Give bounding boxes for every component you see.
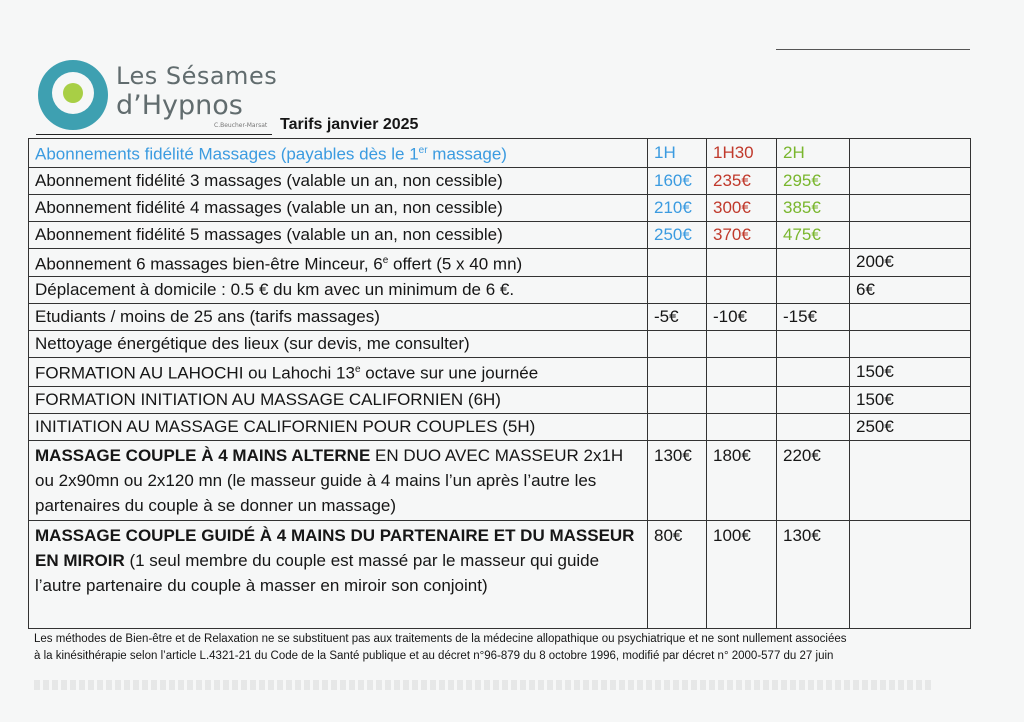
page-title: Tarifs janvier 2025: [280, 116, 419, 133]
table-header-row: [29, 139, 971, 168]
price-1h30: [707, 331, 777, 358]
price-2h: [777, 331, 850, 358]
row-label: FORMATION AU LAHOCHI ou Lahochi 13e octave sur une journée: [29, 358, 648, 387]
price-2h: 385€: [777, 194, 850, 221]
price-flat: 150€: [850, 386, 971, 413]
logo: [34, 58, 294, 138]
price-flat: 250€: [850, 413, 971, 440]
disclaimer-line1: Les méthodes de Bien-être et de Relaxation ne se substituent pas aux traitements de la médecine allopathique ou psychiatrique et ne sont nullement associées: [34, 633, 847, 645]
table-row: [29, 167, 971, 194]
bleed-through-text: [34, 680, 934, 690]
price-1h30: 300€: [707, 194, 777, 221]
price-flat: [850, 304, 971, 331]
disclaimer-line2: à la kinésithérapie selon l’article L.4321-21 du Code de la Santé publique et au décret n°96-879 du 8 octobre 1996, modifié par décret n° 2000-577 du 27 juin: [34, 650, 834, 662]
table-row: [29, 221, 971, 248]
disclaimer: [34, 631, 974, 665]
row-label: Abonnement fidélité 5 massages (valable un an, non cessible): [29, 221, 648, 248]
price-1h30: -10€: [707, 304, 777, 331]
price-1h: [648, 277, 707, 304]
signature-line: [776, 49, 970, 50]
price-1h30: [707, 386, 777, 413]
price-2h: [777, 358, 850, 387]
price-flat: [850, 331, 971, 358]
table-row: [29, 440, 971, 520]
row-label: Abonnement fidélité 4 massages (valable un an, non cessible): [29, 194, 648, 221]
price-flat: 200€: [850, 248, 971, 277]
table-row: [29, 304, 971, 331]
price-2h: [777, 413, 850, 440]
price-1h30: [707, 358, 777, 387]
row-label: MASSAGE COUPLE À 4 MAINS ALTERNE EN DUO AVEC MASSEUR 2x1H ou 2x90mn ou 2x120 mn (le masseur guide à 4 mains l’un après l’autre les partenaires du couple à se donner un massage): [29, 440, 648, 520]
price-1h: [648, 358, 707, 387]
table-row: [29, 248, 971, 277]
price-flat: [850, 167, 971, 194]
price-1h: [648, 386, 707, 413]
price-1h30: 235€: [707, 167, 777, 194]
price-1h: [648, 248, 707, 277]
price-1h: 160€: [648, 167, 707, 194]
price-2h: [777, 386, 850, 413]
table-row: [29, 386, 971, 413]
price-1h: 80€: [648, 520, 707, 628]
row-label: INITIATION AU MASSAGE CALIFORNIEN POUR COUPLES (5H): [29, 413, 648, 440]
price-flat: [850, 221, 971, 248]
title-underline: [36, 134, 272, 135]
price-1h: 210€: [648, 194, 707, 221]
price-2h: 295€: [777, 167, 850, 194]
table-row: [29, 331, 971, 358]
price-1h30: 370€: [707, 221, 777, 248]
header-extra: [850, 139, 971, 168]
row-label: FORMATION INITIATION AU MASSAGE CALIFORNIEN (6H): [29, 386, 648, 413]
price-table: [28, 138, 971, 629]
price-1h: [648, 331, 707, 358]
table-row: [29, 277, 971, 304]
price-flat: [850, 520, 971, 628]
price-2h: 475€: [777, 221, 850, 248]
price-flat: 150€: [850, 358, 971, 387]
price-1h30: [707, 413, 777, 440]
price-2h: 130€: [777, 520, 850, 628]
row-label: MASSAGE COUPLE GUIDÉ À 4 MAINS DU PARTENAIRE ET DU MASSEUR EN MIROIR (1 seul membre du couple est massé par le masseur qui guide l’autre partenaire du couple à masser en miroir son conjoint): [29, 520, 648, 628]
price-flat: 6€: [850, 277, 971, 304]
price-flat: [850, 194, 971, 221]
header-label: Abonnements fidélité Massages (payables dès le 1er massage): [29, 139, 648, 168]
logo-credit: C.Beucher-Marsat: [214, 122, 268, 129]
header-2h: 2H: [777, 139, 850, 168]
header-1h30: 1H30: [707, 139, 777, 168]
price-1h: [648, 413, 707, 440]
price-flat: [850, 440, 971, 520]
price-1h: -5€: [648, 304, 707, 331]
row-label: Nettoyage énergétique des lieux (sur devis, me consulter): [29, 331, 648, 358]
price-1h30: 100€: [707, 520, 777, 628]
table-row: [29, 413, 971, 440]
row-label: Abonnement fidélité 3 massages (valable un an, non cessible): [29, 167, 648, 194]
table-row: [29, 358, 971, 387]
price-2h: [777, 277, 850, 304]
price-2h: -15€: [777, 304, 850, 331]
row-label: Déplacement à domicile : 0.5 € du km avec un minimum de 6 €.: [29, 277, 648, 304]
table-row: [29, 194, 971, 221]
header-1h: 1H: [648, 139, 707, 168]
price-1h: 250€: [648, 221, 707, 248]
price-2h: [777, 248, 850, 277]
price-1h30: [707, 277, 777, 304]
price-1h: 130€: [648, 440, 707, 520]
row-label: Abonnement 6 massages bien-être Minceur, 6e offert (5 x 40 mn): [29, 248, 648, 277]
price-1h30: [707, 248, 777, 277]
logo-speech-icon: [38, 60, 108, 130]
price-1h30: 180€: [707, 440, 777, 520]
price-2h: 220€: [777, 440, 850, 520]
table-row: [29, 520, 971, 628]
logo-title-line2: d’Hypnos: [116, 90, 243, 121]
logo-title-line1: Les Sésames: [116, 62, 278, 90]
row-label: Etudiants / moins de 25 ans (tarifs massages): [29, 304, 648, 331]
